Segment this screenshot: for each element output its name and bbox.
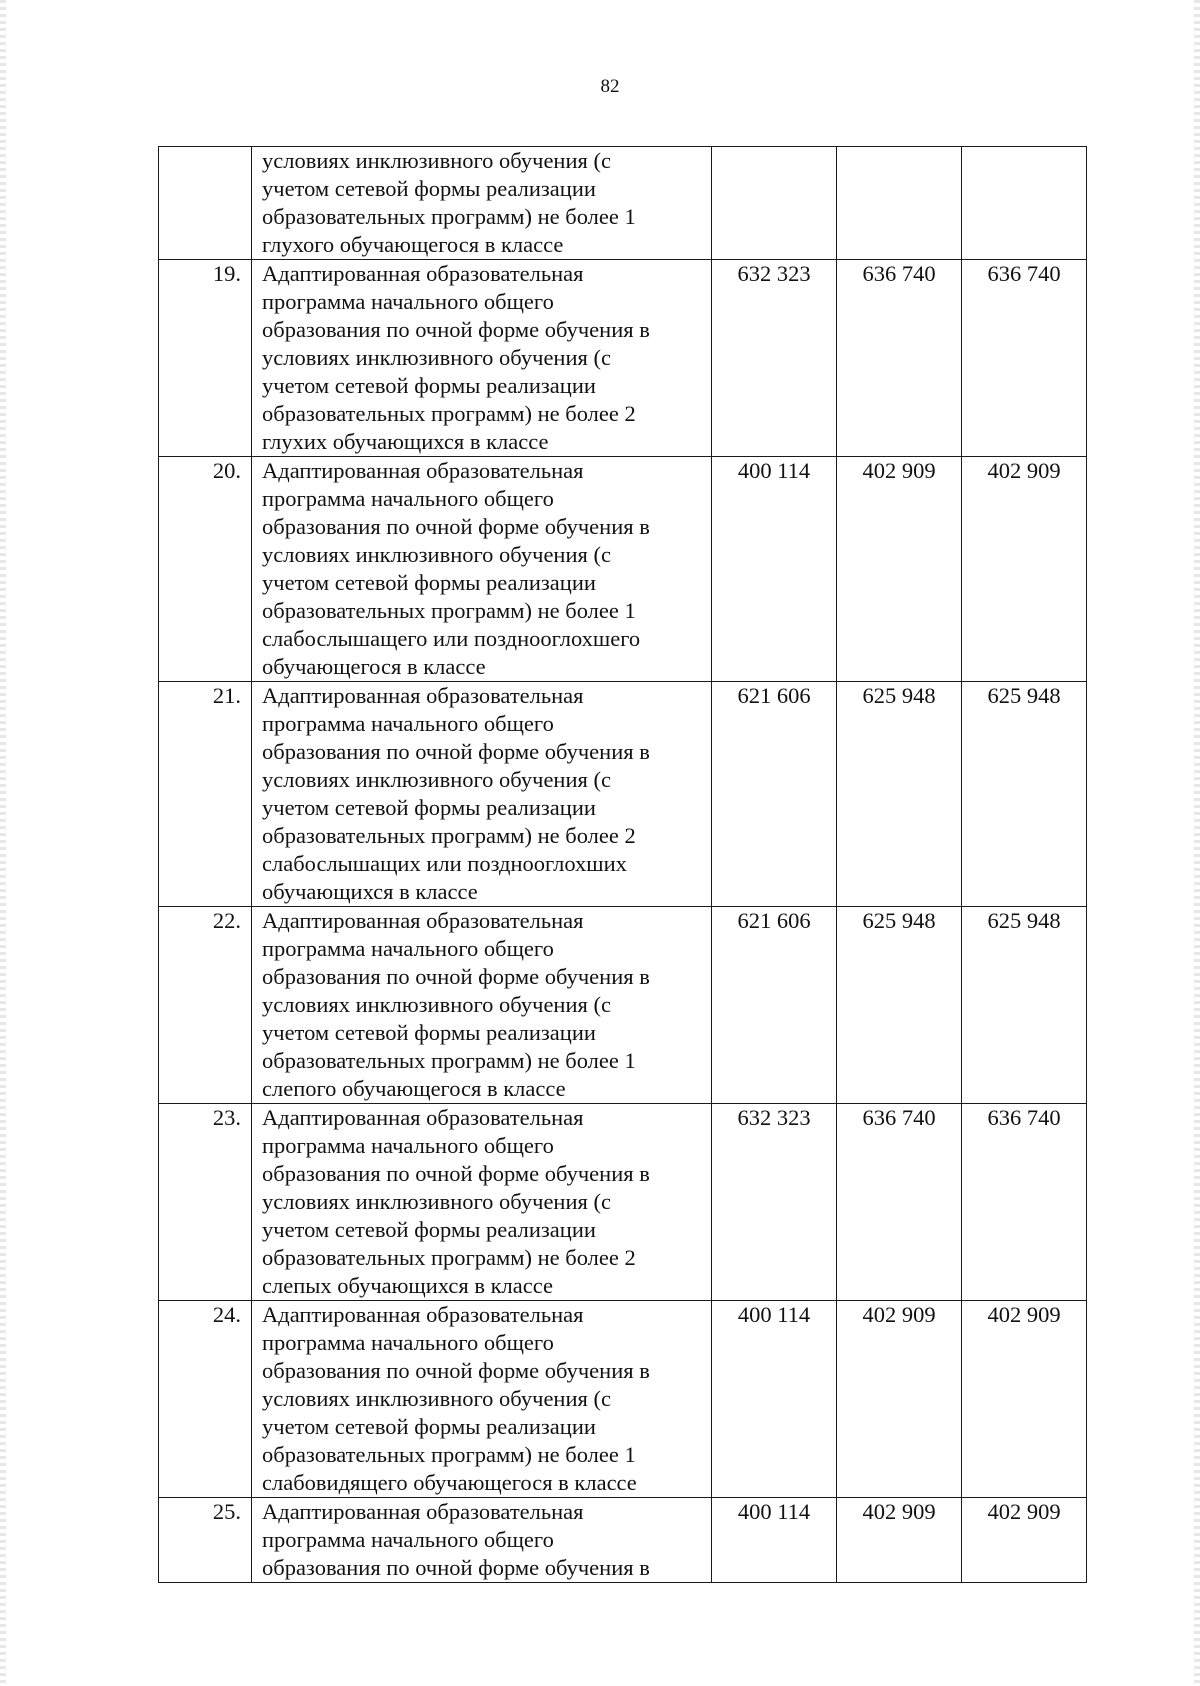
description-line: слепого обучающегося в классе	[262, 1076, 566, 1101]
amount-cell-year-3: 402 909	[962, 457, 1087, 682]
program-description-cell	[252, 907, 712, 1104]
description-line: образования по очной форме обучения в	[262, 514, 650, 539]
amount-cell-year-2: 625 948	[837, 907, 962, 1104]
row-number-cell: 21.	[159, 682, 252, 907]
description-line: глухого обучающегося в классе	[262, 232, 564, 257]
description-line: программа начального общего	[262, 486, 554, 511]
description-line: образования по очной форме обучения в	[262, 739, 650, 764]
program-description-cell	[252, 1104, 712, 1301]
program-description-cell	[252, 682, 712, 907]
row-number-cell: 25.	[159, 1498, 252, 1583]
description-line: образования по очной форме обучения в	[262, 1161, 650, 1186]
description-line: учетом сетевой формы реализации	[262, 570, 596, 595]
row-number-cell: 20.	[159, 457, 252, 682]
amount-cell-year-1: 632 323	[712, 260, 837, 457]
table-row	[159, 907, 1087, 1104]
description-line: условиях инклюзивного обучения (с	[262, 1189, 611, 1214]
description-line: учетом сетевой формы реализации	[262, 1414, 596, 1439]
scan-edge-right	[1194, 0, 1200, 1686]
program-description-cell	[252, 147, 712, 260]
description-line: условиях инклюзивного обучения (с	[262, 542, 611, 567]
table-row	[159, 1498, 1087, 1583]
table-row	[159, 260, 1087, 457]
description-line: образовательных программ) не более 1	[262, 598, 636, 623]
row-number-cell: 19.	[159, 260, 252, 457]
description-line: образования по очной форме обучения в	[262, 964, 650, 989]
table-row	[159, 1301, 1087, 1498]
amount-cell-year-2: 402 909	[837, 1301, 962, 1498]
amount-cell-year-2: 402 909	[837, 1498, 962, 1583]
description-line: программа начального общего	[262, 1330, 554, 1355]
amount-cell-year-1: 400 114	[712, 1498, 837, 1583]
description-line: Адаптированная образовательная	[262, 458, 584, 483]
description-line: учетом сетевой формы реализации	[262, 795, 596, 820]
description-line: программа начального общего	[262, 711, 554, 736]
description-line: образовательных программ) не более 1	[262, 204, 636, 229]
page-number: 82	[600, 76, 620, 97]
amount-cell-year-1: 621 606	[712, 907, 837, 1104]
description-line: обучающихся в классе	[262, 879, 478, 904]
description-line: условиях инклюзивного обучения (с	[262, 767, 611, 792]
description-line: программа начального общего	[262, 936, 554, 961]
scan-edge-left	[0, 0, 6, 1686]
amount-cell-year-3: 636 740	[962, 1104, 1087, 1301]
row-number-cell	[159, 147, 252, 260]
description-line: программа начального общего	[262, 289, 554, 314]
amount-cell-year-2: 636 740	[837, 260, 962, 457]
amount-cell-year-1: 632 323	[712, 1104, 837, 1301]
description-line: образовательных программ) не более 1	[262, 1048, 636, 1073]
description-line: образовательных программ) не более 1	[262, 1442, 636, 1467]
description-line: образования по очной форме обучения в	[262, 1358, 650, 1383]
amount-cell-year-2	[837, 147, 962, 260]
program-description-cell	[252, 1498, 712, 1583]
description-line: слабослышащего или позднооглохшего	[262, 626, 641, 651]
description-line: слабослышащих или позднооглохших	[262, 851, 627, 876]
description-line: Адаптированная образовательная	[262, 908, 584, 933]
description-line: учетом сетевой формы реализации	[262, 373, 596, 398]
description-line: условиях инклюзивного обучения (с	[262, 992, 611, 1017]
amount-cell-year-2: 402 909	[837, 457, 962, 682]
row-number-cell: 22.	[159, 907, 252, 1104]
description-line: учетом сетевой формы реализации	[262, 176, 596, 201]
program-description-cell	[252, 1301, 712, 1498]
description-line: программа начального общего	[262, 1527, 554, 1552]
amount-cell-year-1: 400 114	[712, 457, 837, 682]
description-line: Адаптированная образовательная	[262, 1302, 584, 1327]
description-line: условиях инклюзивного обучения (с	[262, 1386, 611, 1411]
description-line: учетом сетевой формы реализации	[262, 1020, 596, 1045]
amount-cell-year-3: 625 948	[962, 907, 1087, 1104]
program-funding-table	[158, 146, 1087, 1583]
table-row	[159, 682, 1087, 907]
table-body	[159, 147, 1087, 1583]
row-number-cell: 23.	[159, 1104, 252, 1301]
amount-cell-year-1	[712, 147, 837, 260]
amount-cell-year-1: 400 114	[712, 1301, 837, 1498]
amount-cell-year-3: 402 909	[962, 1498, 1087, 1583]
amount-cell-year-3: 636 740	[962, 260, 1087, 457]
description-line: Адаптированная образовательная	[262, 261, 584, 286]
amount-cell-year-3: 402 909	[962, 1301, 1087, 1498]
description-line: Адаптированная образовательная	[262, 683, 584, 708]
amount-cell-year-3: 625 948	[962, 682, 1087, 907]
program-description-cell	[252, 260, 712, 457]
description-line: условиях инклюзивного обучения (с	[262, 345, 611, 370]
description-line: Адаптированная образовательная	[262, 1105, 584, 1130]
amount-cell-year-1: 621 606	[712, 682, 837, 907]
description-line: обучающегося в классе	[262, 654, 486, 679]
description-line: слабовидящего обучающегося в классе	[262, 1470, 637, 1495]
description-line: Адаптированная образовательная	[262, 1499, 584, 1524]
table-row	[159, 147, 1087, 260]
description-line: программа начального общего	[262, 1133, 554, 1158]
table-row	[159, 1104, 1087, 1301]
amount-cell-year-2: 636 740	[837, 1104, 962, 1301]
description-line: образования по очной форме обучения в	[262, 1555, 650, 1580]
description-line: образовательных программ) не более 2	[262, 1245, 636, 1270]
table-row	[159, 457, 1087, 682]
description-line: образовательных программ) не более 2	[262, 823, 636, 848]
description-line: образования по очной форме обучения в	[262, 317, 650, 342]
amount-cell-year-3	[962, 147, 1087, 260]
description-line: образовательных программ) не более 2	[262, 401, 636, 426]
description-line: учетом сетевой формы реализации	[262, 1217, 596, 1242]
row-number-cell: 24.	[159, 1301, 252, 1498]
description-line: глухих обучающихся в классе	[262, 429, 549, 454]
description-line: слепых обучающихся в классе	[262, 1273, 553, 1298]
amount-cell-year-2: 625 948	[837, 682, 962, 907]
program-description-cell	[252, 457, 712, 682]
description-line: условиях инклюзивного обучения (с	[262, 148, 611, 173]
